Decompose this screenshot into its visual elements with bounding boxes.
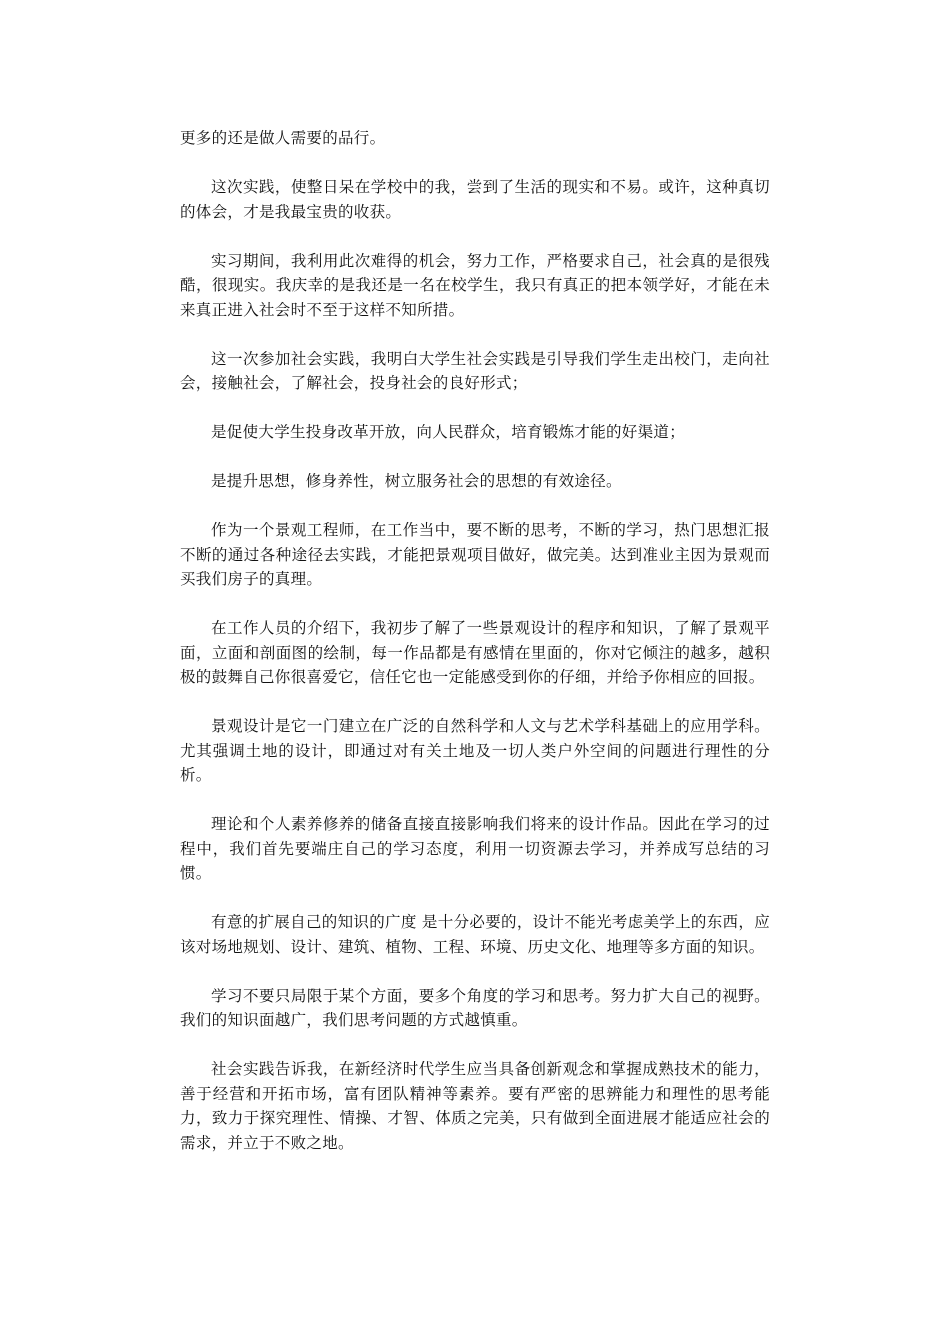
document-page xyxy=(180,126,770,1180)
paragraph: 作为一个景观工程师，在工作当中，要不断的思考，不断的学习，热门思想汇报不断的通过各种途径去实践，才能把景观项目做好，做完美。达到准业主因为景观而买我们房子的真理。 xyxy=(180,521,770,588)
paragraph: 有意的扩展自己的知识的广度 是十分必要的，设计不能光考虑美学上的东西，应该对场地规划、设计、建筑、植物、工程、环境、历史文化、地理等多方面的知识。 xyxy=(180,913,770,956)
paragraph: 是促使大学生投身改革开放，向人民群众，培育锻炼才能的好渠道； xyxy=(211,423,686,441)
paragraph: 学习不要只局限于某个方面，要多个角度的学习和思考。努力扩大自己的视野。我们的知识面越广，我们思考问题的方式越慎重。 xyxy=(180,986,770,1029)
paragraph: 社会实践告诉我，在新经济时代学生应当具备创新观念和掌握成熟技术的能力，善于经营和开拓市场，富有团队精神等素养。要有严密的思辨能力和理性的思考能力，致力于探究理性、情操、才智、体质之完美，只有做到全面进展才能适应社会的需求，并立于不败之地。 xyxy=(180,1060,770,1152)
paragraph: 景观设计是它一门建立在广泛的自然科学和人文与艺术学科基础上的应用学科。尤其强调土地的设计，即通过对有关土地及一切人类户外空间的问题进行理性的分析。 xyxy=(180,717,770,784)
paragraph: 理论和个人素养修养的储备直接直接影响我们将来的设计作品。因此在学习的过程中，我们首先要端庄自己的学习态度，利用一切资源去学习，并养成写总结的习惯。 xyxy=(180,815,770,882)
paragraph: 是提升思想，修身养性，树立服务社会的思想的有效途径。 xyxy=(211,472,622,490)
paragraph: 更多的还是做人需要的品行。 xyxy=(180,129,386,147)
paragraph: 实习期间，我利用此次难得的机会，努力工作，严格要求自己，社会真的是很残酷，很现实。我庆幸的是我还是一名在校学生，我只有真正的把本领学好，才能在未来真正进入社会时不至于这样不知所措。 xyxy=(180,251,770,319)
paragraph: 这次实践，使整日呆在学校中的我，尝到了生活的现实和不易。或许，这种真切的体会，才是我最宝贵的收获。 xyxy=(180,178,770,221)
paragraph: 在工作人员的介绍下，我初步了解了一些景观设计的程序和知识，了解了景观平面，立面和剖面图的绘制，每一作品都是有感情在里面的，你对它倾注的越多，越积极的鼓舞自己你很喜爱它，信任它也一定能感受到你的仔细，并给予你相应的回报。 xyxy=(180,619,770,686)
paragraph: 这一次参加社会实践，我明白大学生社会实践是引导我们学生走出校门，走向社会，接触社会，了解社会，投身社会的良好形式； xyxy=(180,349,770,392)
